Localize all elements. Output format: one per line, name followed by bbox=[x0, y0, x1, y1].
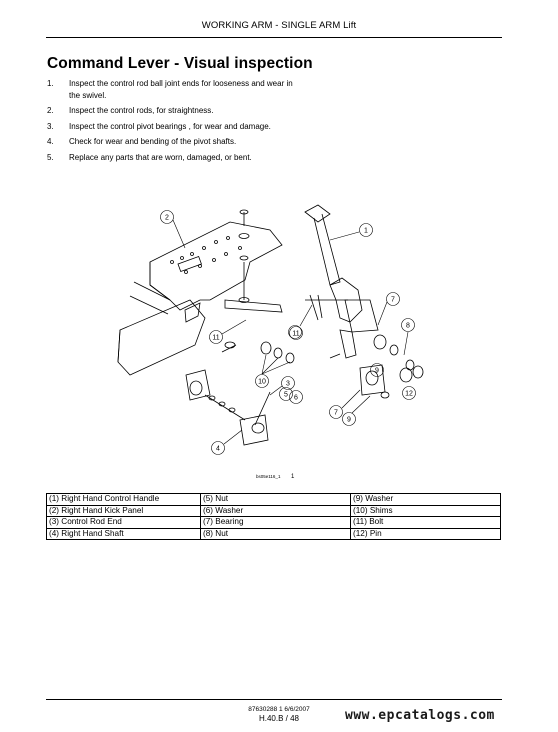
callout-9: 9 bbox=[375, 367, 379, 375]
callout-markers bbox=[161, 211, 416, 455]
step-item bbox=[47, 78, 297, 101]
table-cell: (2) Right Hand Kick Panel bbox=[47, 505, 201, 517]
step-item bbox=[47, 152, 297, 164]
callout-2: 2 bbox=[165, 214, 169, 222]
table-cell: (5) Nut bbox=[201, 494, 351, 506]
table-cell: (3) Control Rod End bbox=[47, 517, 201, 529]
table-cell: (1) Right Hand Control Handle bbox=[47, 494, 201, 506]
table-row bbox=[47, 505, 501, 517]
exploded-parts-diagram bbox=[96, 180, 436, 480]
table-row bbox=[47, 494, 501, 506]
page-header: WORKING ARM - SINGLE ARM Lift bbox=[201, 20, 357, 31]
footer-doc-code: 87630288 1 6/6/2007 bbox=[248, 706, 310, 713]
callout-5: 5 bbox=[284, 391, 288, 399]
callout-10: 10 bbox=[258, 378, 266, 386]
step-item bbox=[47, 121, 297, 133]
figure-caption bbox=[256, 474, 295, 480]
table-row bbox=[47, 528, 501, 540]
callout-8: 8 bbox=[406, 322, 410, 330]
step-item bbox=[47, 136, 297, 148]
section-title: Command Lever - Visual inspection bbox=[47, 55, 313, 72]
header-rule bbox=[46, 37, 502, 38]
figure-number: 1 bbox=[291, 474, 295, 480]
step-text: Inspect the control rods, for straightness. bbox=[69, 106, 214, 115]
table-row bbox=[47, 517, 501, 529]
callout-9b: 9 bbox=[347, 416, 351, 424]
step-number: 3. bbox=[47, 121, 54, 131]
table-cell: (12) Pin bbox=[351, 528, 501, 540]
callout-11b: 11 bbox=[212, 334, 220, 342]
callout-4: 4 bbox=[216, 445, 220, 453]
watermark: www.epcatalogs.com bbox=[345, 708, 495, 723]
step-text: Inspect the control rod ball joint ends for looseness and wear in the swivel. bbox=[69, 79, 293, 100]
callout-3: 3 bbox=[286, 380, 290, 388]
table-cell: (8) Nut bbox=[201, 528, 351, 540]
step-number: 1. bbox=[47, 79, 54, 88]
callout-7: 7 bbox=[391, 296, 395, 304]
table-cell: (9) Washer bbox=[351, 494, 501, 506]
step-number: 4. bbox=[47, 137, 54, 146]
step-item bbox=[47, 105, 297, 117]
bearings-drawing bbox=[186, 335, 423, 400]
vertical-bolt-drawing bbox=[225, 210, 282, 312]
table-cell: (4) Right Hand Shaft bbox=[47, 528, 201, 540]
footer-page-ref: H.40.B / 48 bbox=[258, 714, 300, 723]
figure-id: bs05e116_1 bbox=[256, 474, 281, 479]
callout-11: 11 bbox=[292, 330, 300, 338]
callout-7b: 7 bbox=[334, 409, 338, 417]
callout-numbers bbox=[165, 215, 413, 453]
inspection-steps bbox=[47, 78, 297, 167]
callout-6: 6 bbox=[294, 394, 298, 402]
kick-panel-drawing bbox=[118, 222, 282, 375]
table-cell: (7) Bearing bbox=[201, 517, 351, 529]
step-number: 2. bbox=[47, 106, 54, 115]
step-number: 5. bbox=[47, 152, 54, 162]
table-cell: (11) Bolt bbox=[351, 517, 501, 529]
callout-1: 1 bbox=[364, 227, 368, 235]
table-cell: (10) Shims bbox=[351, 505, 501, 517]
callout-12: 12 bbox=[405, 390, 413, 398]
step-text: Check for wear and bending of the pivot shafts. bbox=[69, 137, 237, 146]
table-cell: (6) Washer bbox=[201, 505, 351, 517]
step-text: Replace any parts that are worn, damaged, or bent. bbox=[69, 152, 252, 162]
right-hand-shaft-drawing bbox=[205, 392, 270, 445]
footer-rule bbox=[46, 699, 502, 700]
step-text: Inspect the control pivot bearings , for wear and damage. bbox=[69, 121, 271, 131]
parts-legend-table bbox=[46, 493, 501, 540]
